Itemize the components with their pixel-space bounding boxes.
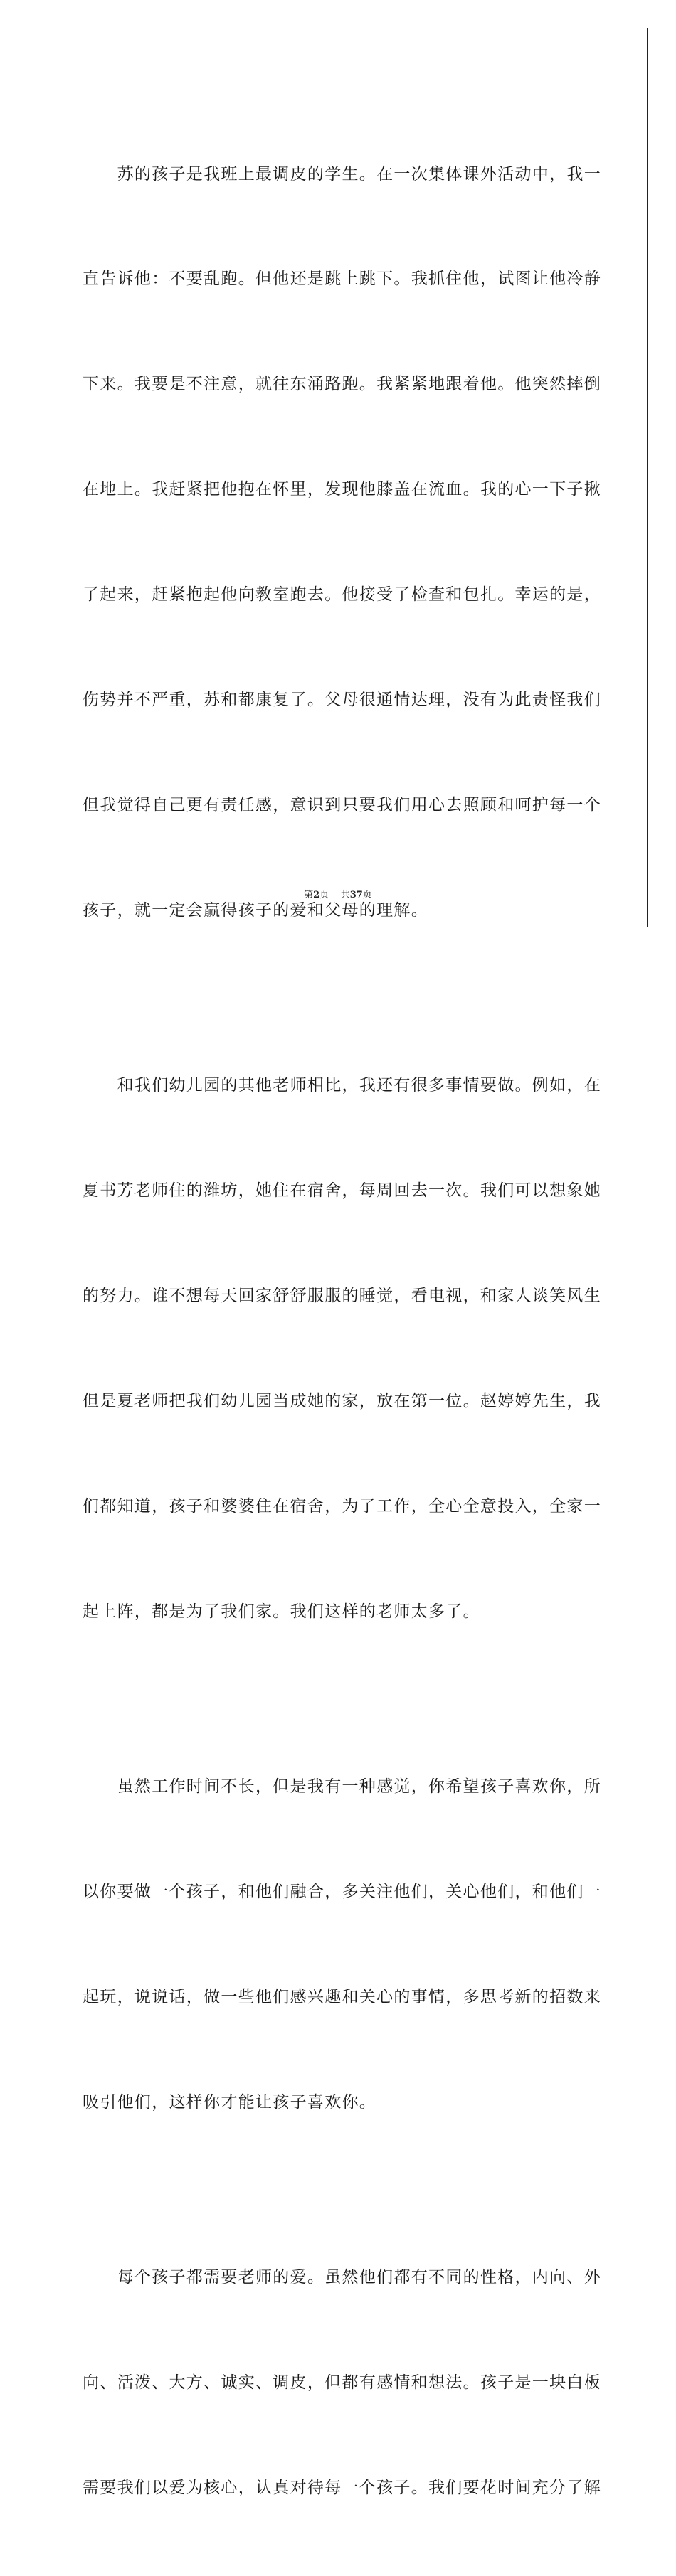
- text-line: 伤势并不严重，苏和都康复了。父母很通情达理，没有为此责怪我们: [83, 691, 601, 710]
- text-line: 们都知道，孩子和婆婆住在宿舍，为了工作，全心全意投入，全家一: [83, 1496, 601, 1516]
- paragraph-1: [83, 87, 601, 999]
- text-line: 夏书芳老师住的潍坊，她住在宿舍，每周回去一次。我们可以想象她: [83, 1181, 601, 1201]
- text-line: 吸引他们，这样你才能让孩子喜欢你。: [83, 2092, 377, 2112]
- text-line: 起上阵，都是为了我们家。我们这样的老师太多了。: [83, 1602, 480, 1621]
- text-line: 向、活泼、大方、诚实、调皮，但都有感情和想法。孩子是一块白板: [83, 2373, 601, 2393]
- paragraph-3: [83, 1700, 601, 2191]
- text-line: 苏的孩子是我班上最调皮的学生。在一次集体课外活动中，我一: [83, 164, 601, 183]
- footer-page-suffix: 页: [319, 890, 329, 900]
- text-line: 以你要做一个孩子，和他们融合，多关注他们，关心他们，和他们一: [83, 1883, 601, 1902]
- text-line: 虽然工作时间不长，但是我有一种感觉，你希望孩子喜欢你，所: [83, 1777, 601, 1797]
- text-line: 每个孩子都需要老师的爱。虽然他们都有不同的性格，内向、外: [83, 2268, 601, 2287]
- paragraph-2: [83, 999, 601, 1700]
- paragraph-4: [83, 2191, 601, 2576]
- text-line: 需要我们以爱为核心，认真对待每一个孩子。我们要花时间充分了解: [83, 2479, 601, 2498]
- text-line: 下来。我要是不注意，就往东涌路跑。我紧紧地跟着他。他突然摔倒: [83, 375, 601, 394]
- text-line: 但我觉得自己更有责任感，意识到只要我们用心去照顾和呵护每一个: [83, 795, 601, 814]
- text-line: 起玩，说说话，做一些他们感兴趣和关心的事情，多思考新的招数来: [83, 1988, 601, 2007]
- text-line: 的努力。谁不想每天回家舒舒服服的睡觉，看电视，和家人谈笑风生: [83, 1287, 601, 1306]
- text-line: 孩子，就一定会赢得孩子的爱和父母的理解。: [83, 900, 428, 920]
- text-line: 直告诉他：不要乱跑。但他还是跳上跳下。我抓住他，试图让他冷静: [83, 270, 601, 289]
- text-line: 和我们幼儿园的其他老师相比，我还有很多事情要做。例如，在: [83, 1076, 601, 1095]
- text-line: 了起来，赶紧抱起他向教室跑去。他接受了检查和包扎。幸运的是，: [83, 585, 601, 605]
- footer-total-suffix: 页: [362, 890, 372, 900]
- footer-prefix: 第: [304, 890, 314, 900]
- total-pages: 37: [349, 890, 363, 900]
- footer-total-prefix: 共: [340, 890, 350, 900]
- page-footer: [0, 887, 676, 900]
- text-line: 在地上。我赶紧把他抱在怀里，发现他膝盖在流血。我的心一下子揪: [83, 480, 601, 499]
- page-number: 2: [313, 890, 320, 900]
- text-line: 但是夏老师把我们幼儿园当成她的家，放在第一位。赵婷婷先生，我: [83, 1391, 601, 1410]
- document-body: [83, 87, 601, 2576]
